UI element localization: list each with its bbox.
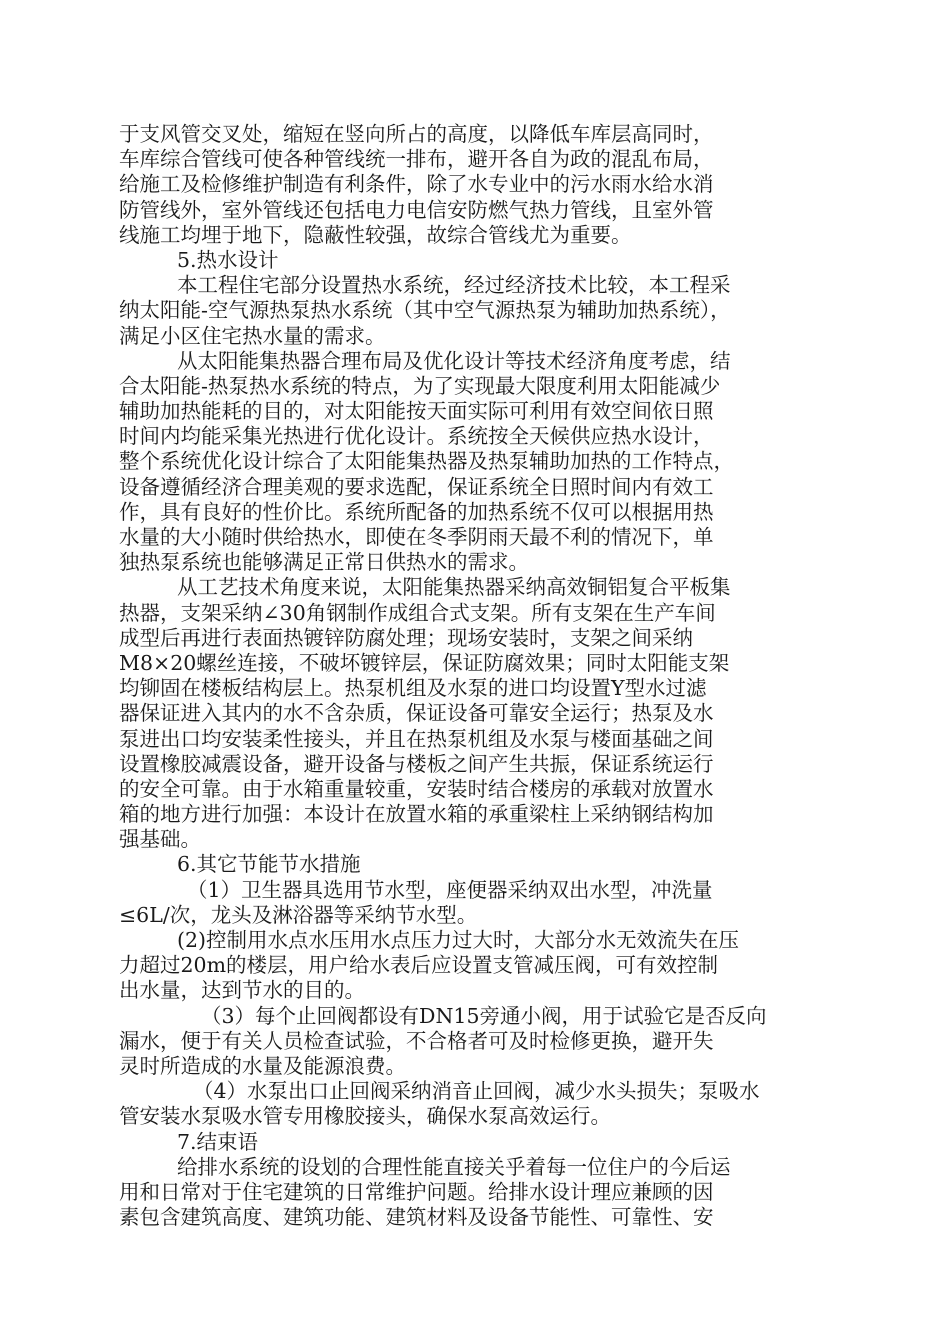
text-line: 纳太阳能-空气源热泵热水系统（其中空气源热泵为辅助加热系统）， <box>119 298 731 323</box>
text-line: 6.其它节能节水措施 <box>177 852 361 877</box>
text-line: 设备遵循经济合理美观的要求选配，保证系统全日照时间内有效工 <box>119 474 714 499</box>
text-line: 水量的大小随时供给热水，即使在冬季阴雨天最不利的情况下，单 <box>119 525 714 549</box>
text-line: 素包含建筑高度、建筑功能、建筑材料及设备节能性、可靠性、安 <box>119 1205 714 1230</box>
text-line: （3）每个止回阀都设有DN15旁通小阀，用于试验它是否反向 <box>201 1003 767 1028</box>
text-line: 均铆固在楼板结构层上。热泵机组及水泵的进口均设置Y型水过滤 <box>119 676 707 701</box>
text-line: 成型后再进行表面热镀锌防腐处理；现场安装时，支架之间采纳 <box>119 625 693 650</box>
text-line: 线施工均埋于地下，隐蔽性较强，故综合管线尤为重要。 <box>119 222 632 247</box>
text-line: 辅助加热能耗的目的，对太阳能按天面实际可利用有效空间依日照 <box>119 399 714 424</box>
text-line: 整个系统优化设计综合了太阳能集热器及热泵辅助加热的工作特点， <box>119 449 734 474</box>
text-line: 时间内均能采集光热进行优化设计。系统按全天候供应热水设计， <box>119 424 714 449</box>
text-line: 本工程住宅部分设置热水系统，经过经济技术比较，本工程采 <box>177 273 731 298</box>
text-line: 合太阳能-热泵热水系统的特点，为了实现最大限度利用太阳能减少 <box>119 373 721 398</box>
text-line: 的安全可靠。由于水箱重量较重，安装时结合楼房的承载对放置水 <box>119 776 714 801</box>
text-line: 独热泵系统也能够满足正常日供热水的需求。 <box>119 550 529 575</box>
text-line: 满足小区住宅热水量的需求。 <box>119 323 386 348</box>
text-line: ≤6L/次，龙头及淋浴器等采纳节水型。 <box>119 902 478 927</box>
text-line: 漏水，便于有关人员检查试验，不合格者可及时检修更换，避开失 <box>119 1028 714 1053</box>
text-line: 力超过20m的楼层，用户给水表后应设置支管减压阀，可有效控制 <box>119 953 719 978</box>
text-line: 从工艺技术角度来说，太阳能集热器采纳高效铜铝复合平板集 <box>177 575 731 600</box>
text-line: 给排水系统的设划的合理性能直接关乎着每一位住户的今后运 <box>177 1154 731 1179</box>
text-line: 热器，支架采纳∠30角钢制作成组合式支架。所有支架在生产车间 <box>119 600 716 625</box>
text-line: 作，具有良好的性价比。系统所配备的加热系统不仅可以根据用热 <box>119 499 714 524</box>
text-line: 7.结束语 <box>177 1129 259 1154</box>
text-line: 管安装水泵吸水管专用橡胶接头，确保水泵高效运行。 <box>119 1104 611 1129</box>
text-line: 灵时所造成的水量及能源浪费。 <box>119 1053 406 1078</box>
text-line: （1）卫生器具选用节水型，座便器采纳双出水型，冲洗量 <box>187 877 713 902</box>
body-text <box>119 122 819 1230</box>
text-line: M8×20螺丝连接，不破坏镀锌层，保证防腐效果；同时太阳能支架 <box>119 650 730 675</box>
text-line: 泵进出口均安装柔性接头，并且在热泵机组及水泵与楼面基础之间 <box>119 726 714 751</box>
text-line: 器保证进入其内的水不含杂质，保证设备可靠安全运行；热泵及水 <box>119 701 714 726</box>
text-line: （4）水泵出口止回阀采纳消音止回阀，减少水头损失；泵吸水 <box>193 1079 760 1104</box>
text-line: 5.热水设计 <box>177 247 279 272</box>
text-line: 给施工及检修维护制造有利条件，除了水专业中的污水雨水给水消 <box>119 172 714 197</box>
text-line: 出水量，达到节水的目的。 <box>119 978 365 1003</box>
text-line: 箱的地方进行加强：本设计在放置水箱的承重梁柱上采纳钢结构加 <box>119 802 714 827</box>
text-line: 于支风管交叉处，缩短在竖向所占的高度，以降低车库层高同时， <box>119 122 714 146</box>
text-line: 防管线外，室外管线还包括电力电信安防燃气热力管线，且室外管 <box>119 197 714 222</box>
text-line: 设置橡胶减震设备，避开设备与楼板之间产生共振，保证系统运行 <box>119 751 714 776</box>
text-line: 从太阳能集热器合理布局及优化设计等技术经济角度考虑，结 <box>177 348 731 373</box>
text-line: 强基础。 <box>119 827 201 852</box>
text-line: 用和日常对于住宅建筑的日常维护问题。给排水设计理应兼顾的因 <box>119 1179 714 1204</box>
text-line: 车库综合管线可使各种管线统一排布，避开各自为政的混乱布局， <box>119 147 714 172</box>
text-line: (2)控制用水点水压用水点压力过大时，大部分水无效流失在压 <box>177 928 740 952</box>
